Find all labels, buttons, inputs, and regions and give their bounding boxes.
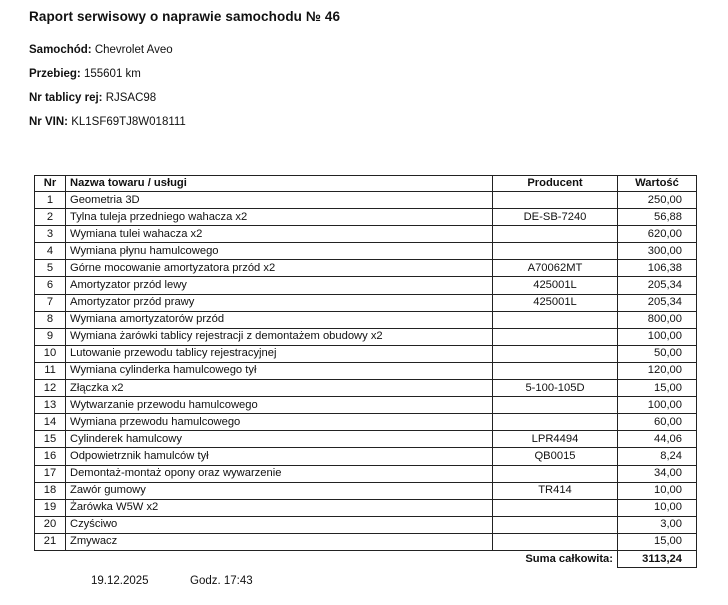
cell-nr: 1 [35,192,66,209]
table-row [35,516,697,533]
cell-producer: A70062MT [493,260,618,277]
cell-value: 10,00 [618,482,697,499]
cell-name: Lutowanie przewodu tablicy rejestracyjnej [66,345,493,362]
cell-producer [493,533,618,550]
report-title: Raport serwisowy o naprawie samochodu № 46 [29,9,341,24]
table-row [35,294,697,311]
cell-nr: 12 [35,380,66,397]
cell-value: 50,00 [618,345,697,362]
cell-producer: TR414 [493,482,618,499]
cell-name: Zawór gumowy [66,482,493,499]
cell-name: Czyściwo [66,516,493,533]
cell-nr: 16 [35,448,66,465]
table-row [35,311,697,328]
table-row [35,260,697,277]
cell-name: Wymiana cylinderka hamulcowego tył [66,362,493,379]
cell-value: 44,06 [618,431,697,448]
cell-name: Złączka x2 [66,380,493,397]
table-row [35,499,697,516]
table-row [35,482,697,499]
cell-producer: 425001L [493,294,618,311]
table-row [35,345,697,362]
cell-value: 620,00 [618,226,697,243]
cell-value: 800,00 [618,311,697,328]
cell-value: 56,88 [618,209,697,226]
cell-name: Wymiana tulei wahacza x2 [66,226,493,243]
header-producer: Producent [493,176,618,192]
cell-value: 15,00 [618,533,697,550]
cell-value: 34,00 [618,465,697,482]
table-row [35,328,697,345]
cell-producer [493,414,618,431]
sum-label: Suma całkowita: [525,552,613,565]
cell-name: Wymiana płynu hamulcowego [66,243,493,260]
cell-nr: 7 [35,294,66,311]
cell-nr: 11 [35,362,66,379]
cell-value: 100,00 [618,328,697,345]
table-row [35,465,697,482]
cell-nr: 9 [35,328,66,345]
plate-label: Nr tablicy rej: [29,92,103,104]
cell-producer: 425001L [493,277,618,294]
car-label: Samochód: [29,44,92,56]
sum-row [35,550,697,567]
cell-value: 106,38 [618,260,697,277]
cell-name: Wytwarzanie przewodu hamulcowego [66,397,493,414]
cell-producer [493,192,618,209]
cell-producer [493,362,618,379]
cell-name: Wymiana żarówki tablicy rejestracji z demontażem obudowy x2 [66,328,493,345]
cell-producer [493,345,618,362]
cell-value: 3,00 [618,516,697,533]
table-row [35,209,697,226]
cell-nr: 4 [35,243,66,260]
cell-nr: 13 [35,397,66,414]
cell-nr: 6 [35,277,66,294]
table-row [35,448,697,465]
cell-producer: QB0015 [493,448,618,465]
vin-label: Nr VIN: [29,116,68,128]
table-row [35,431,697,448]
cell-value: 120,00 [618,362,697,379]
table-row [35,192,697,209]
cell-nr: 20 [35,516,66,533]
cell-name: Górne mocowanie amortyzatora przód x2 [66,260,493,277]
cell-value: 300,00 [618,243,697,260]
cell-name: Cylinderek hamulcowy [66,431,493,448]
mileage-row [29,68,141,80]
cell-value: 10,00 [618,499,697,516]
header-name: Nazwa towaru / usługi [66,176,493,192]
table-row [35,414,697,431]
cell-name: Amortyzator przód lewy [66,277,493,294]
cell-name: Wymiana przewodu hamulcowego [66,414,493,431]
table-row [35,533,697,550]
table-row [35,243,697,260]
cell-name: Tylna tuleja przedniego wahacza x2 [66,209,493,226]
cell-producer [493,243,618,260]
footer-date: 19.12.2025 [91,575,149,587]
cell-nr: 15 [35,431,66,448]
header-value: Wartość [618,176,697,192]
cell-producer: 5-100-105D [493,380,618,397]
plate-row [29,92,156,104]
cell-name: Geometria 3D [66,192,493,209]
cell-value: 205,34 [618,294,697,311]
sum-value: 3113,24 [618,550,697,567]
cell-producer: DE-SB-7240 [493,209,618,226]
cell-value: 60,00 [618,414,697,431]
mileage-label: Przebieg: [29,68,81,80]
cell-name: Zmywacz [66,533,493,550]
vin-value: KL1SF69TJ8W018111 [71,116,186,128]
cell-producer: LPR4494 [493,431,618,448]
car-row [29,44,173,56]
table-row [35,277,697,294]
cell-nr: 8 [35,311,66,328]
plate-value: RJSAC98 [105,92,157,104]
cell-nr: 2 [35,209,66,226]
cell-name: Odpowietrznik hamulców tył [66,448,493,465]
header-nr: Nr [35,176,66,192]
table-row [35,226,697,243]
mileage-value: 155601 km [83,68,141,80]
cell-producer [493,516,618,533]
car-value: Chevrolet Aveo [94,44,173,56]
cell-nr: 18 [35,482,66,499]
vin-row [29,116,186,128]
cell-nr: 14 [35,414,66,431]
footer-time: Godz. 17:43 [190,575,253,587]
cell-producer [493,397,618,414]
table-row [35,362,697,379]
cell-value: 205,34 [618,277,697,294]
cell-nr: 19 [35,499,66,516]
cell-nr: 17 [35,465,66,482]
cell-nr: 3 [35,226,66,243]
cell-name: Demontaż-montaż opony oraz wywarzenie [66,465,493,482]
cell-nr: 10 [35,345,66,362]
table-row [35,380,697,397]
cell-producer [493,311,618,328]
cell-producer [493,465,618,482]
cell-producer [493,499,618,516]
cell-value: 100,00 [618,397,697,414]
cell-value: 15,00 [618,380,697,397]
cell-name: Wymiana amortyzatorów przód [66,311,493,328]
cell-name: Żarówka W5W x2 [66,499,493,516]
cell-nr: 5 [35,260,66,277]
cell-producer [493,328,618,345]
table-row [35,397,697,414]
cell-producer [493,226,618,243]
cell-value: 250,00 [618,192,697,209]
cell-nr: 21 [35,533,66,550]
cell-name: Amortyzator przód prawy [66,294,493,311]
cell-value: 8,24 [618,448,697,465]
table-header-row [35,176,697,192]
items-table [34,175,697,568]
